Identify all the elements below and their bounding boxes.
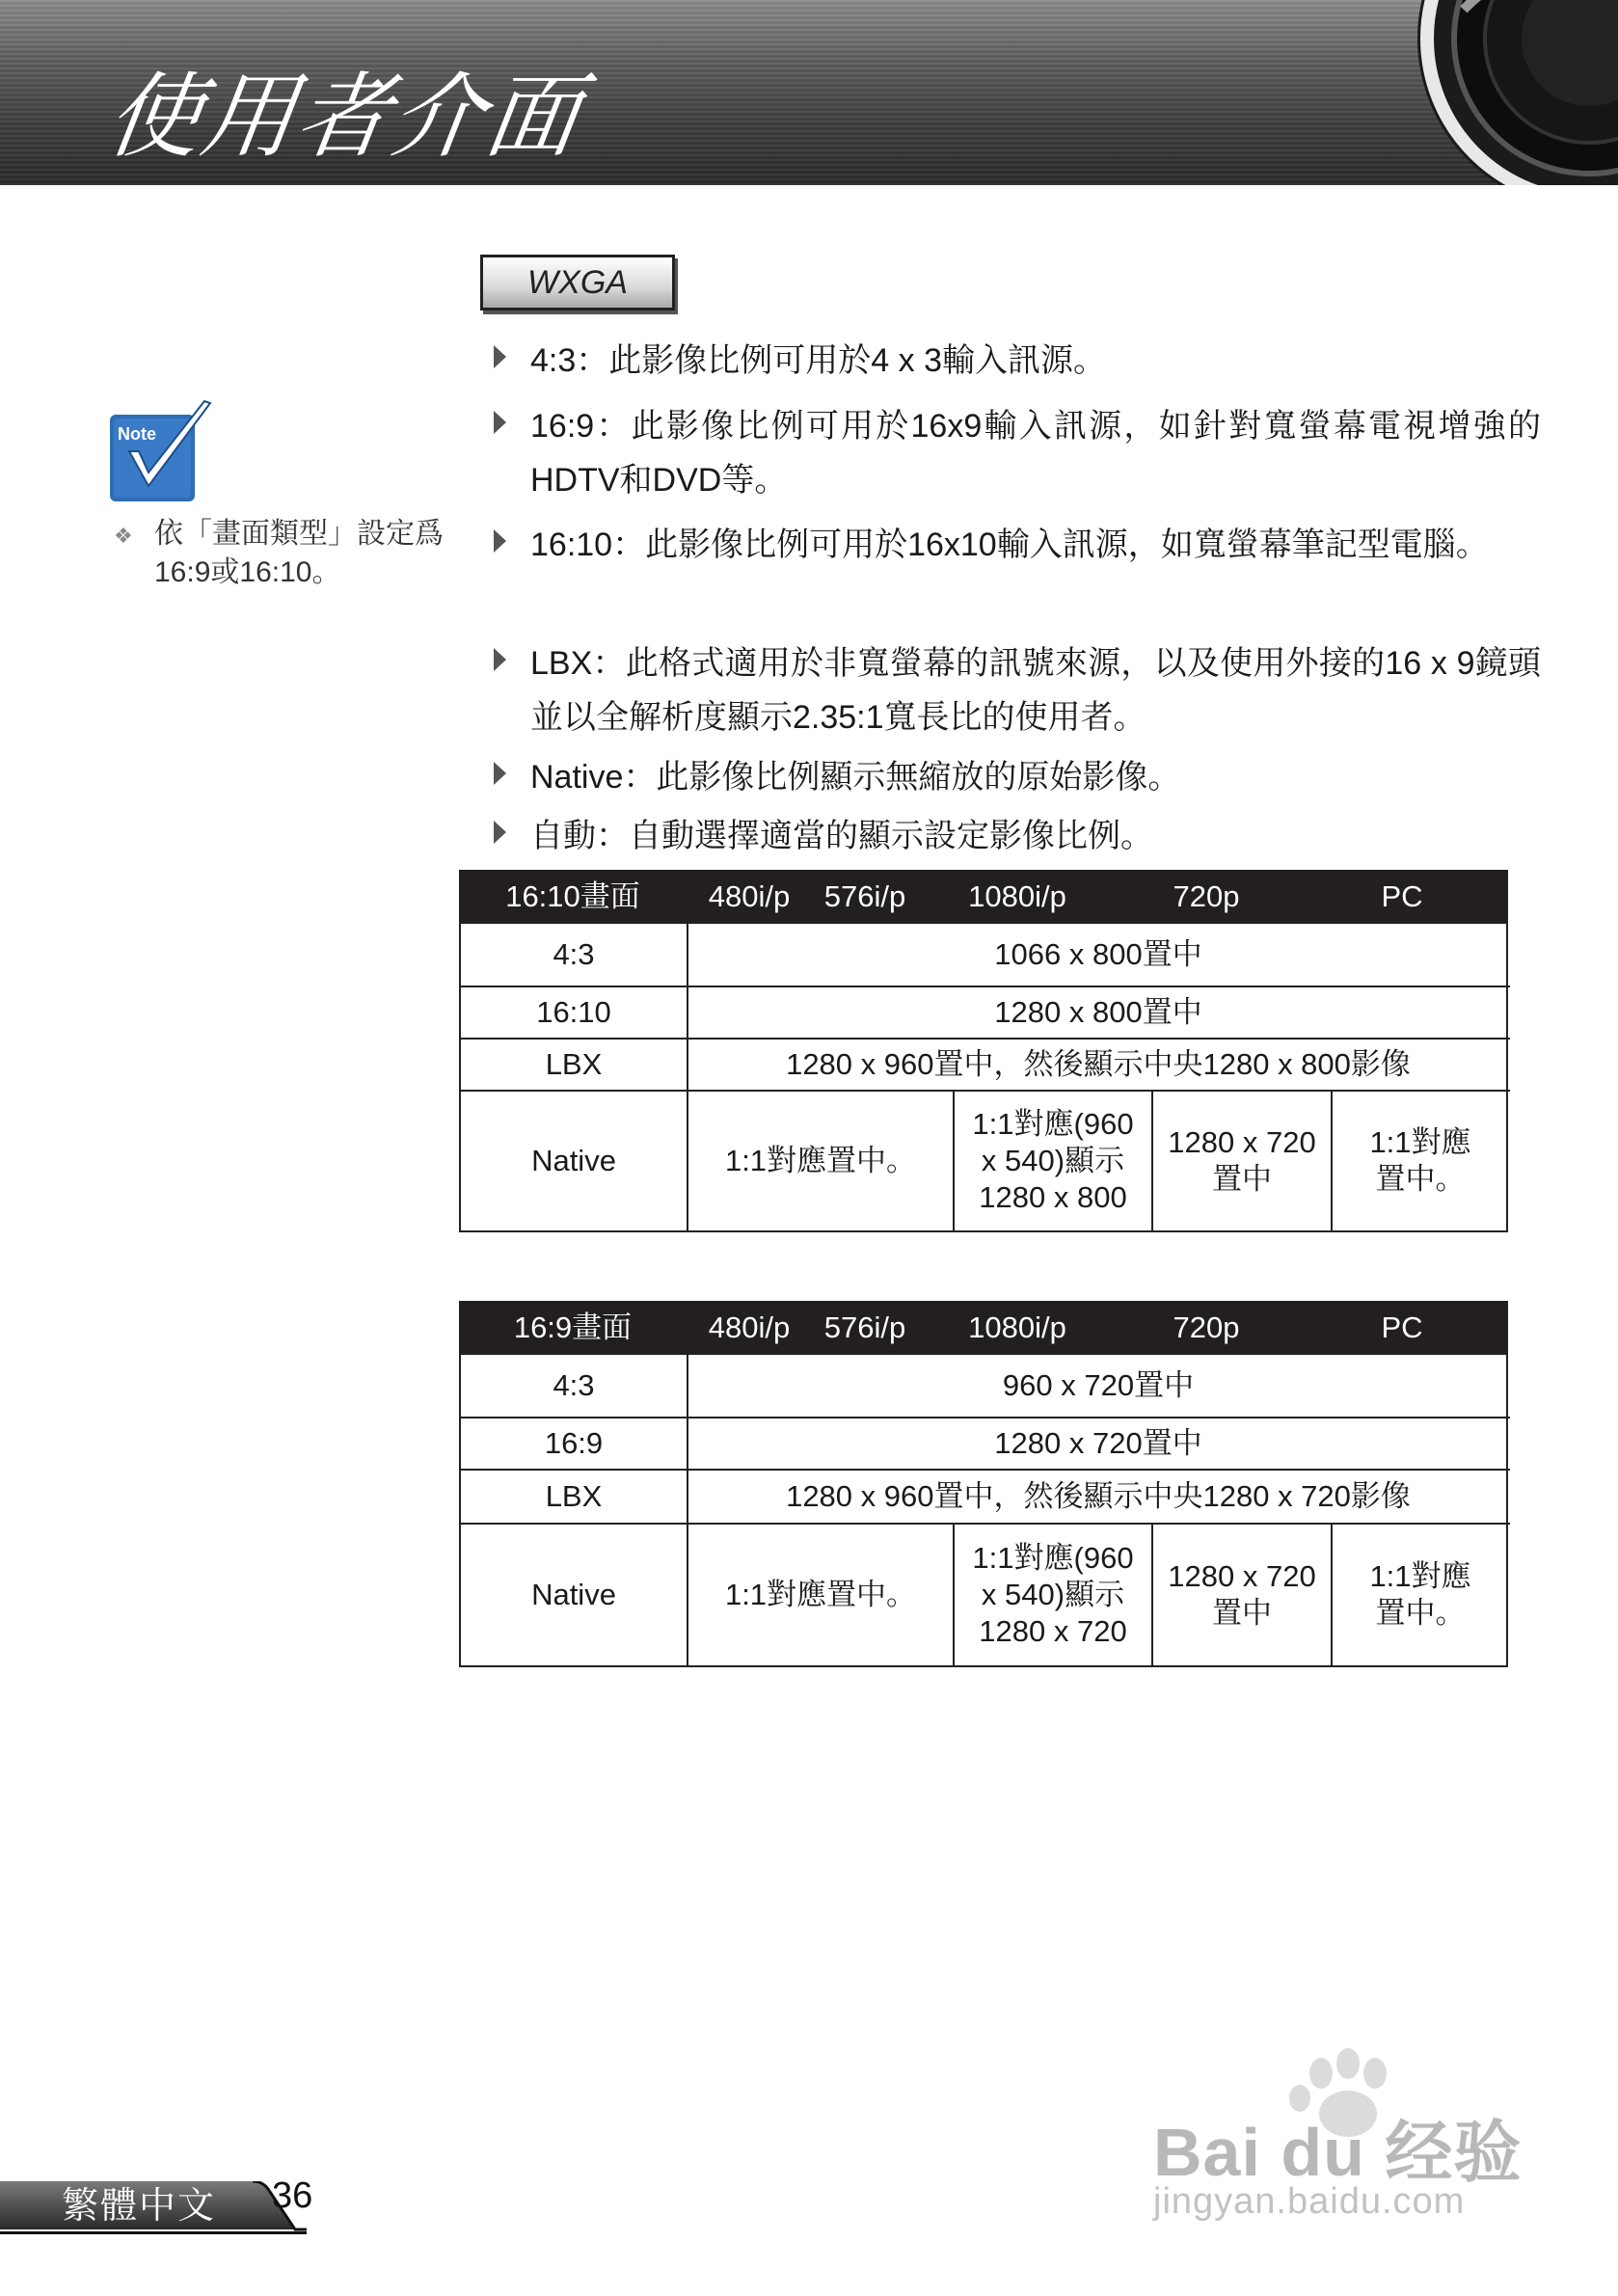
triangle-bullet-icon xyxy=(494,411,506,434)
row-label: 16:10 xyxy=(536,995,611,1029)
table-body xyxy=(459,924,1508,1232)
row-label: LBX xyxy=(545,1479,603,1513)
table-cell: 1:1對應(960 x 540)顯示1280 x 800 xyxy=(972,1107,1134,1214)
page-title: 使用者介面 xyxy=(100,63,588,171)
bullet-text: 自動：自動選擇適當的顯示設定影像比例。 xyxy=(530,818,1153,854)
footer-language: 繁體中文 xyxy=(62,2186,217,2227)
bullet-text: 4:3：此影像比例可用於4 x 3輸入訊源。 xyxy=(530,342,1106,379)
table-cell: 1066 x 800置中 xyxy=(994,937,1202,971)
table-cell: 1:1對應置中。 xyxy=(1369,1125,1471,1196)
header-band xyxy=(0,0,1618,185)
note-text: 依「畫面類型」設定爲16:9或16:10。 xyxy=(154,518,444,588)
note-label: Note xyxy=(118,424,156,444)
triangle-bullet-icon xyxy=(494,821,506,844)
table-cell: 1:1對應置中。 xyxy=(724,1144,917,1177)
triangle-bullet-icon xyxy=(494,648,506,671)
header-cell: 16:10畫面 xyxy=(505,879,640,913)
table-header-row xyxy=(459,1301,1508,1355)
header-cell: 576i/p xyxy=(823,1310,906,1344)
header-cell: 720p xyxy=(1173,879,1240,913)
table-cell: 1280 x 720置中 xyxy=(994,1426,1202,1460)
header-cell: 480i/p xyxy=(708,1310,791,1344)
header-cell: 576i/p xyxy=(823,879,906,913)
page-number: 36 xyxy=(272,2175,313,2216)
table-cell: 960 x 720置中 xyxy=(1002,1368,1195,1402)
table-cell: 1280 x 720置中 xyxy=(1168,1559,1316,1630)
table-cell: 1:1對應置中。 xyxy=(724,1578,917,1611)
table-cell: 1280 x 720置中 xyxy=(1168,1125,1316,1196)
triangle-bullet-icon xyxy=(494,345,506,368)
table-body xyxy=(459,1355,1508,1667)
bullet-text: LBX：此格式適用於非寬螢幕的訊號來源，以及使用外接的16 x 9鏡頭並以全解析度顯示2.35:1寬長比的使用者。 xyxy=(530,645,1541,736)
row-label: 4:3 xyxy=(553,937,595,971)
bullet-text: Native：此影像比例顯示無縮放的原始影像。 xyxy=(530,759,1181,796)
header-cell: 1080i/p xyxy=(968,1310,1066,1344)
table-cell: 1:1對應置中。 xyxy=(1369,1559,1471,1630)
header-cell: 720p xyxy=(1173,1310,1240,1344)
row-label: LBX xyxy=(545,1047,603,1081)
note-checkmark-icon xyxy=(108,397,216,505)
row-label: 4:3 xyxy=(553,1368,595,1402)
diamond-bullet-icon: ❖ xyxy=(114,524,133,548)
header-cell: 480i/p xyxy=(708,879,791,913)
header-cell: 1080i/p xyxy=(968,879,1066,913)
bullet-text: 16:10：此影像比例可用於16x10輸入訊源，如寬螢幕筆記型電腦。 xyxy=(530,527,1489,563)
projector-lens-image xyxy=(1387,0,1618,185)
bullet-text: 16:9：此影像比例可用於16x9輸入訊源，如針對寬螢幕電視增強的HDTV和DVD等。 xyxy=(530,408,1541,499)
triangle-bullet-icon xyxy=(494,529,506,553)
row-label: 16:9 xyxy=(544,1426,604,1460)
triangle-bullet-icon xyxy=(494,762,506,785)
table-cell: 1:1對應(960 x 540)顯示1280 x 720 xyxy=(972,1541,1134,1648)
header-cell: PC xyxy=(1381,1310,1423,1344)
table-cell: 1280 x 960置中，然後顯示中央1280 x 800影像 xyxy=(786,1047,1411,1081)
header-cell: PC xyxy=(1381,879,1423,913)
row-label: Native xyxy=(531,1144,616,1177)
header-cell: 16:9畫面 xyxy=(513,1310,633,1344)
row-label: Native xyxy=(531,1578,616,1611)
table-cell: 1280 x 960置中，然後顯示中央1280 x 720影像 xyxy=(786,1479,1411,1513)
table-cell: 1280 x 800置中 xyxy=(994,995,1202,1029)
watermark-brand: Bai du 经验 xyxy=(1153,2115,1523,2190)
watermark-url: jingyan.baidu.com xyxy=(1153,2181,1466,2222)
section-label-wxga: WXGA xyxy=(480,255,675,311)
table-header-row xyxy=(459,870,1508,924)
